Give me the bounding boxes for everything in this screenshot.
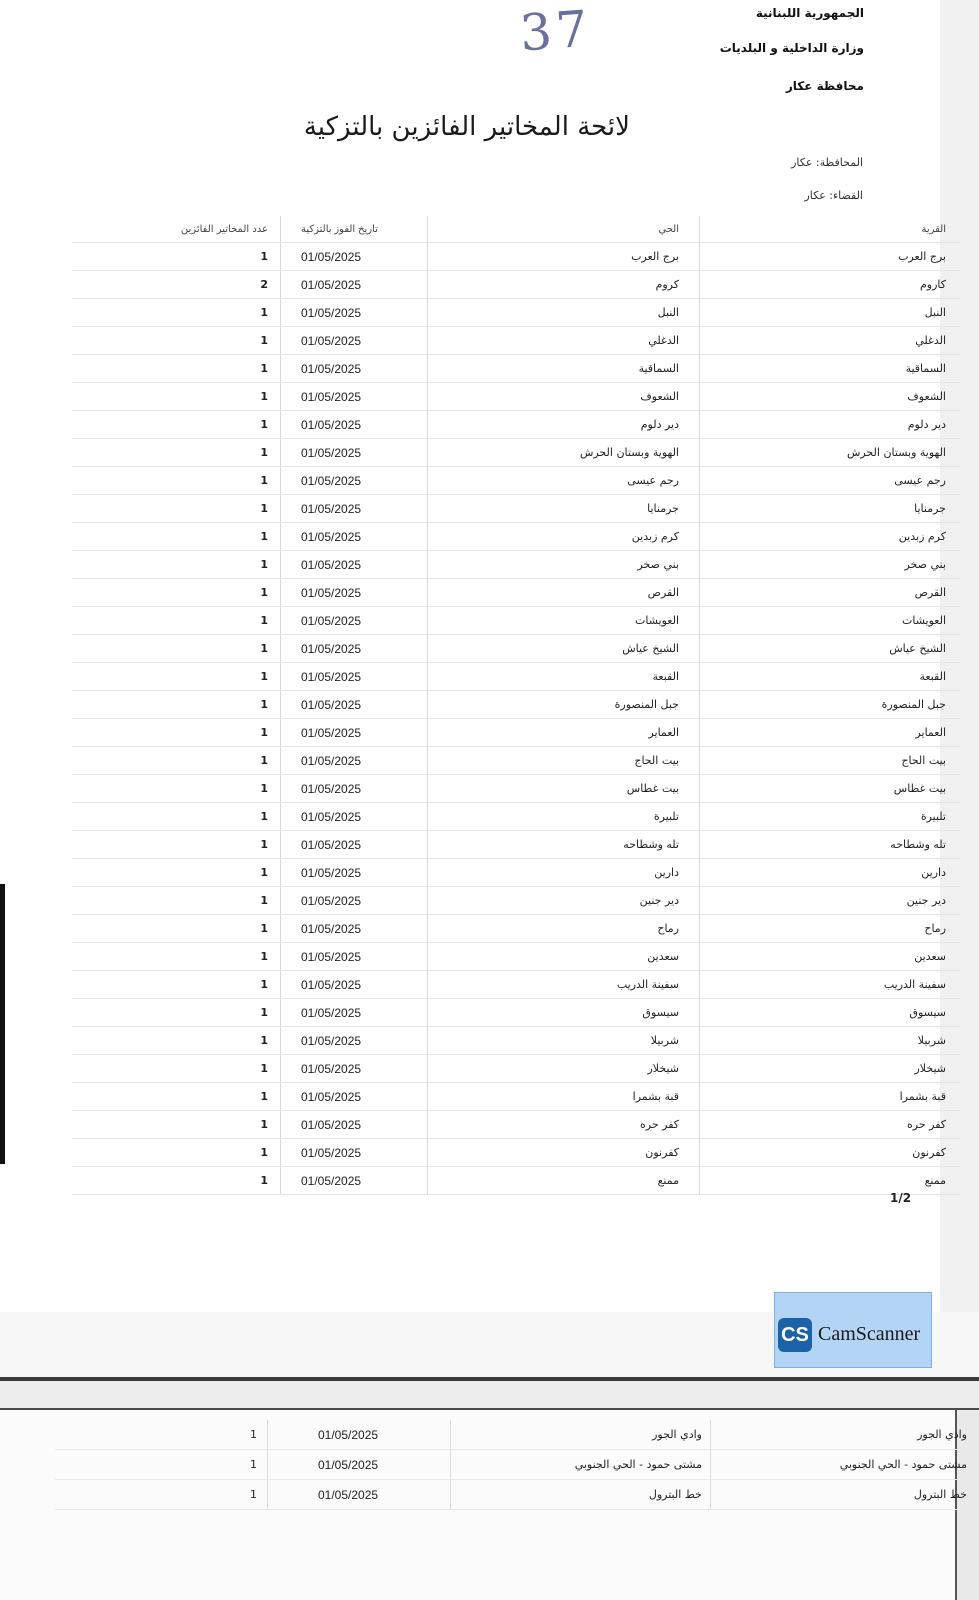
table-row xyxy=(72,495,960,523)
date-cell: 01/05/2025 xyxy=(268,1420,451,1450)
date-cell: 01/05/2025 xyxy=(268,1480,451,1510)
date-cell: 01/05/2025 xyxy=(281,467,428,495)
neighborhood-cell: دير جنين xyxy=(428,887,700,915)
neighborhood-cell: الهوية وبستان الحرش xyxy=(428,439,700,467)
table-row xyxy=(72,915,960,943)
table-row xyxy=(72,635,960,663)
table-row xyxy=(72,831,960,859)
neighborhood-cell: جرمنايا xyxy=(428,495,700,523)
village-cell: تلبيرة xyxy=(700,803,961,831)
date-cell: 01/05/2025 xyxy=(281,775,428,803)
count-cell: 1 xyxy=(72,775,281,803)
village-cell: القرص xyxy=(700,579,961,607)
table-row xyxy=(72,747,960,775)
table-row xyxy=(72,971,960,999)
count-cell: 1 xyxy=(72,887,281,915)
table-row xyxy=(72,1083,960,1111)
date-cell: 01/05/2025 xyxy=(281,691,428,719)
village-cell: الشعوف xyxy=(700,383,961,411)
village-cell: السماقية xyxy=(700,355,961,383)
count-cell: 1 xyxy=(72,243,281,271)
village-cell: سفينة الدريب xyxy=(700,971,961,999)
date-cell: 01/05/2025 xyxy=(281,1139,428,1167)
neighborhood-cell: تلبيرة xyxy=(428,803,700,831)
date-cell: 01/05/2025 xyxy=(281,1083,428,1111)
village-cell: النبل xyxy=(700,299,961,327)
date-cell: 01/05/2025 xyxy=(281,1167,428,1195)
date-cell: 01/05/2025 xyxy=(281,327,428,355)
neighborhood-cell: تله وشطاحه xyxy=(428,831,700,859)
date-cell: 01/05/2025 xyxy=(281,635,428,663)
count-cell: 1 xyxy=(72,943,281,971)
count-cell: 1 xyxy=(72,1055,281,1083)
date-cell: 01/05/2025 xyxy=(281,915,428,943)
village-cell: الهوية وبستان الحرش xyxy=(700,439,961,467)
neighborhood-cell: شربيلا xyxy=(428,1027,700,1055)
neighborhood-cell: بني صخر xyxy=(428,551,700,579)
neighborhood-cell: رماح xyxy=(428,915,700,943)
date-cell: 01/05/2025 xyxy=(268,1450,451,1480)
count-cell: 1 xyxy=(72,635,281,663)
header-ministry: وزارة الداخلية و البلديات xyxy=(719,41,864,55)
table-row xyxy=(72,1139,960,1167)
neighborhood-cell: الشيخ عياش xyxy=(428,635,700,663)
neighborhood-cell: وادي الجور xyxy=(451,1420,711,1450)
village-cell: رجم عيسى xyxy=(700,467,961,495)
village-cell: رماح xyxy=(700,915,961,943)
table-row xyxy=(55,1420,977,1450)
village-cell: سعدين xyxy=(700,943,961,971)
table-row xyxy=(72,803,960,831)
village-cell: دارين xyxy=(700,859,961,887)
date-cell: 01/05/2025 xyxy=(281,887,428,915)
table-row xyxy=(72,943,960,971)
date-cell: 01/05/2025 xyxy=(281,971,428,999)
count-cell: 1 xyxy=(72,495,281,523)
date-cell: 01/05/2025 xyxy=(281,1111,428,1139)
neighborhood-cell: العويشات xyxy=(428,607,700,635)
neighborhood-cell: كفرنون xyxy=(428,1139,700,1167)
table-row xyxy=(72,1167,960,1195)
village-cell: بني صخر xyxy=(700,551,961,579)
table-row xyxy=(72,243,960,271)
village-cell: شربيلا xyxy=(700,1027,961,1055)
count-cell: 1 xyxy=(72,719,281,747)
village-cell: بيت غطاس xyxy=(700,775,961,803)
village-cell: مشتى حمود - الحي الجنوبي xyxy=(711,1450,978,1480)
neighborhood-cell: سعدين xyxy=(428,943,700,971)
page-title: لائحة المخاتير الفائزين بالتزكية xyxy=(303,112,630,142)
table-row xyxy=(55,1480,977,1510)
count-cell: 1 xyxy=(72,579,281,607)
village-cell: قبة بشمرا xyxy=(700,1083,961,1111)
count-cell: 1 xyxy=(72,1167,281,1195)
date-cell: 01/05/2025 xyxy=(281,747,428,775)
table-row xyxy=(72,1111,960,1139)
count-cell: 1 xyxy=(55,1480,268,1510)
table-row xyxy=(72,719,960,747)
date-cell: 01/05/2025 xyxy=(281,607,428,635)
count-cell: 1 xyxy=(72,1111,281,1139)
neighborhood-cell: بيت غطاس xyxy=(428,775,700,803)
table-row xyxy=(72,1027,960,1055)
village-cell: وادي الجور xyxy=(711,1420,978,1450)
village-cell: بيت الحاج xyxy=(700,747,961,775)
date-cell: 01/05/2025 xyxy=(281,719,428,747)
count-cell: 1 xyxy=(72,747,281,775)
page-number: 1/2 xyxy=(890,1191,912,1205)
table-row xyxy=(72,859,960,887)
column-header-count: عدد المخاتير الفائزين xyxy=(72,216,281,243)
count-cell: 1 xyxy=(55,1420,268,1450)
neighborhood-cell: ممنع xyxy=(428,1167,700,1195)
date-cell: 01/05/2025 xyxy=(281,299,428,327)
table-row xyxy=(72,523,960,551)
header-governorate: محافظة عكار xyxy=(785,79,864,93)
column-header-neighborhood: الحي xyxy=(428,216,700,243)
count-cell: 1 xyxy=(72,859,281,887)
date-cell: 01/05/2025 xyxy=(281,1027,428,1055)
neighborhood-cell: الدغلي xyxy=(428,327,700,355)
count-cell: 1 xyxy=(72,663,281,691)
governorate-line: المحافظة: عكار xyxy=(791,156,863,169)
camscanner-logo-icon: CS xyxy=(778,1318,812,1352)
date-cell: 01/05/2025 xyxy=(281,663,428,691)
village-cell: جبل المنصورة xyxy=(700,691,961,719)
village-cell: خط البترول xyxy=(711,1480,978,1510)
neighborhood-cell: بيت الحاج xyxy=(428,747,700,775)
date-cell: 01/05/2025 xyxy=(281,831,428,859)
count-cell: 1 xyxy=(72,467,281,495)
date-cell: 01/05/2025 xyxy=(281,999,428,1027)
count-cell: 1 xyxy=(72,691,281,719)
table-row xyxy=(72,1055,960,1083)
page-gap xyxy=(0,1381,979,1408)
winners-table-page-2 xyxy=(55,1420,977,1510)
table-row xyxy=(72,355,960,383)
date-cell: 01/05/2025 xyxy=(281,243,428,271)
neighborhood-cell: النبل xyxy=(428,299,700,327)
village-cell: برج العرب xyxy=(700,243,961,271)
date-cell: 01/05/2025 xyxy=(281,803,428,831)
table-row xyxy=(72,663,960,691)
count-cell: 1 xyxy=(72,803,281,831)
village-cell: كرم زبدين xyxy=(700,523,961,551)
neighborhood-cell: رجم عيسى xyxy=(428,467,700,495)
village-cell: الشيخ عياش xyxy=(700,635,961,663)
count-cell: 1 xyxy=(72,299,281,327)
count-cell: 1 xyxy=(72,1027,281,1055)
village-cell: العماير xyxy=(700,719,961,747)
table-row xyxy=(72,607,960,635)
count-cell: 1 xyxy=(72,999,281,1027)
camscanner-watermark xyxy=(774,1292,932,1368)
table-row xyxy=(72,383,960,411)
table-row xyxy=(72,299,960,327)
count-cell: 1 xyxy=(72,327,281,355)
village-cell: الدغلي xyxy=(700,327,961,355)
neighborhood-cell: سفينة الدريب xyxy=(428,971,700,999)
date-cell: 01/05/2025 xyxy=(281,551,428,579)
neighborhood-cell: كفر حره xyxy=(428,1111,700,1139)
table-row xyxy=(72,887,960,915)
neighborhood-cell: مشتى حمود - الحي الجنوبي xyxy=(451,1450,711,1480)
table-row xyxy=(72,691,960,719)
winners-table xyxy=(72,216,960,1195)
table-row xyxy=(55,1450,977,1480)
date-cell: 01/05/2025 xyxy=(281,1055,428,1083)
date-cell: 01/05/2025 xyxy=(281,439,428,467)
table-row xyxy=(72,579,960,607)
neighborhood-cell: خط البترول xyxy=(451,1480,711,1510)
village-cell: القبعة xyxy=(700,663,961,691)
count-cell: 1 xyxy=(72,607,281,635)
neighborhood-cell: دير دلوم xyxy=(428,411,700,439)
neighborhood-cell: القبعة xyxy=(428,663,700,691)
table-row xyxy=(72,271,960,299)
village-cell: كفرنون xyxy=(700,1139,961,1167)
count-cell: 1 xyxy=(72,1139,281,1167)
village-cell: العويشات xyxy=(700,607,961,635)
handwritten-page-number: 37 xyxy=(518,0,594,63)
scan-edge-mark xyxy=(0,884,5,1164)
date-cell: 01/05/2025 xyxy=(281,411,428,439)
neighborhood-cell: برج العرب xyxy=(428,243,700,271)
date-cell: 01/05/2025 xyxy=(281,523,428,551)
neighborhood-cell: القرص xyxy=(428,579,700,607)
column-header-village: القرية xyxy=(700,216,961,243)
header-republic: الجمهورية اللبنانية xyxy=(755,6,864,20)
table-row xyxy=(72,327,960,355)
neighborhood-cell: الشعوف xyxy=(428,383,700,411)
count-cell: 1 xyxy=(72,355,281,383)
village-cell: ممنع xyxy=(700,1167,961,1195)
neighborhood-cell: دارين xyxy=(428,859,700,887)
neighborhood-cell: جبل المنصورة xyxy=(428,691,700,719)
count-cell: 1 xyxy=(55,1450,268,1480)
table-row xyxy=(72,439,960,467)
count-cell: 1 xyxy=(72,551,281,579)
village-cell: دير دلوم xyxy=(700,411,961,439)
date-cell: 01/05/2025 xyxy=(281,495,428,523)
count-cell: 1 xyxy=(72,439,281,467)
table-row xyxy=(72,999,960,1027)
neighborhood-cell: سيسوق xyxy=(428,999,700,1027)
village-cell: تله وشطاحه xyxy=(700,831,961,859)
village-cell: جرمنايا xyxy=(700,495,961,523)
date-cell: 01/05/2025 xyxy=(281,579,428,607)
neighborhood-cell: شيخلار xyxy=(428,1055,700,1083)
neighborhood-cell: العماير xyxy=(428,719,700,747)
count-cell: 1 xyxy=(72,915,281,943)
village-cell: كفر حره xyxy=(700,1111,961,1139)
column-header-date: تاريخ الفوز بالتزكية xyxy=(281,216,428,243)
date-cell: 01/05/2025 xyxy=(281,355,428,383)
count-cell: 1 xyxy=(72,1083,281,1111)
village-cell: سيسوق xyxy=(700,999,961,1027)
neighborhood-cell: كروم xyxy=(428,271,700,299)
table-row xyxy=(72,551,960,579)
camscanner-label: CamScanner xyxy=(818,1323,921,1345)
table-header-row xyxy=(72,216,960,243)
village-cell: كاروم xyxy=(700,271,961,299)
count-cell: 1 xyxy=(72,831,281,859)
village-cell: دير جنين xyxy=(700,887,961,915)
village-cell: شيخلار xyxy=(700,1055,961,1083)
neighborhood-cell: قبة بشمرا xyxy=(428,1083,700,1111)
count-cell: 2 xyxy=(72,271,281,299)
table-row xyxy=(72,467,960,495)
date-cell: 01/05/2025 xyxy=(281,383,428,411)
count-cell: 1 xyxy=(72,971,281,999)
district-line: القضاء: عكار xyxy=(804,189,863,202)
date-cell: 01/05/2025 xyxy=(281,859,428,887)
table-row xyxy=(72,411,960,439)
date-cell: 01/05/2025 xyxy=(281,271,428,299)
count-cell: 1 xyxy=(72,383,281,411)
count-cell: 1 xyxy=(72,411,281,439)
neighborhood-cell: كرم زبدين xyxy=(428,523,700,551)
neighborhood-cell: السماقية xyxy=(428,355,700,383)
count-cell: 1 xyxy=(72,523,281,551)
table-row xyxy=(72,775,960,803)
date-cell: 01/05/2025 xyxy=(281,943,428,971)
